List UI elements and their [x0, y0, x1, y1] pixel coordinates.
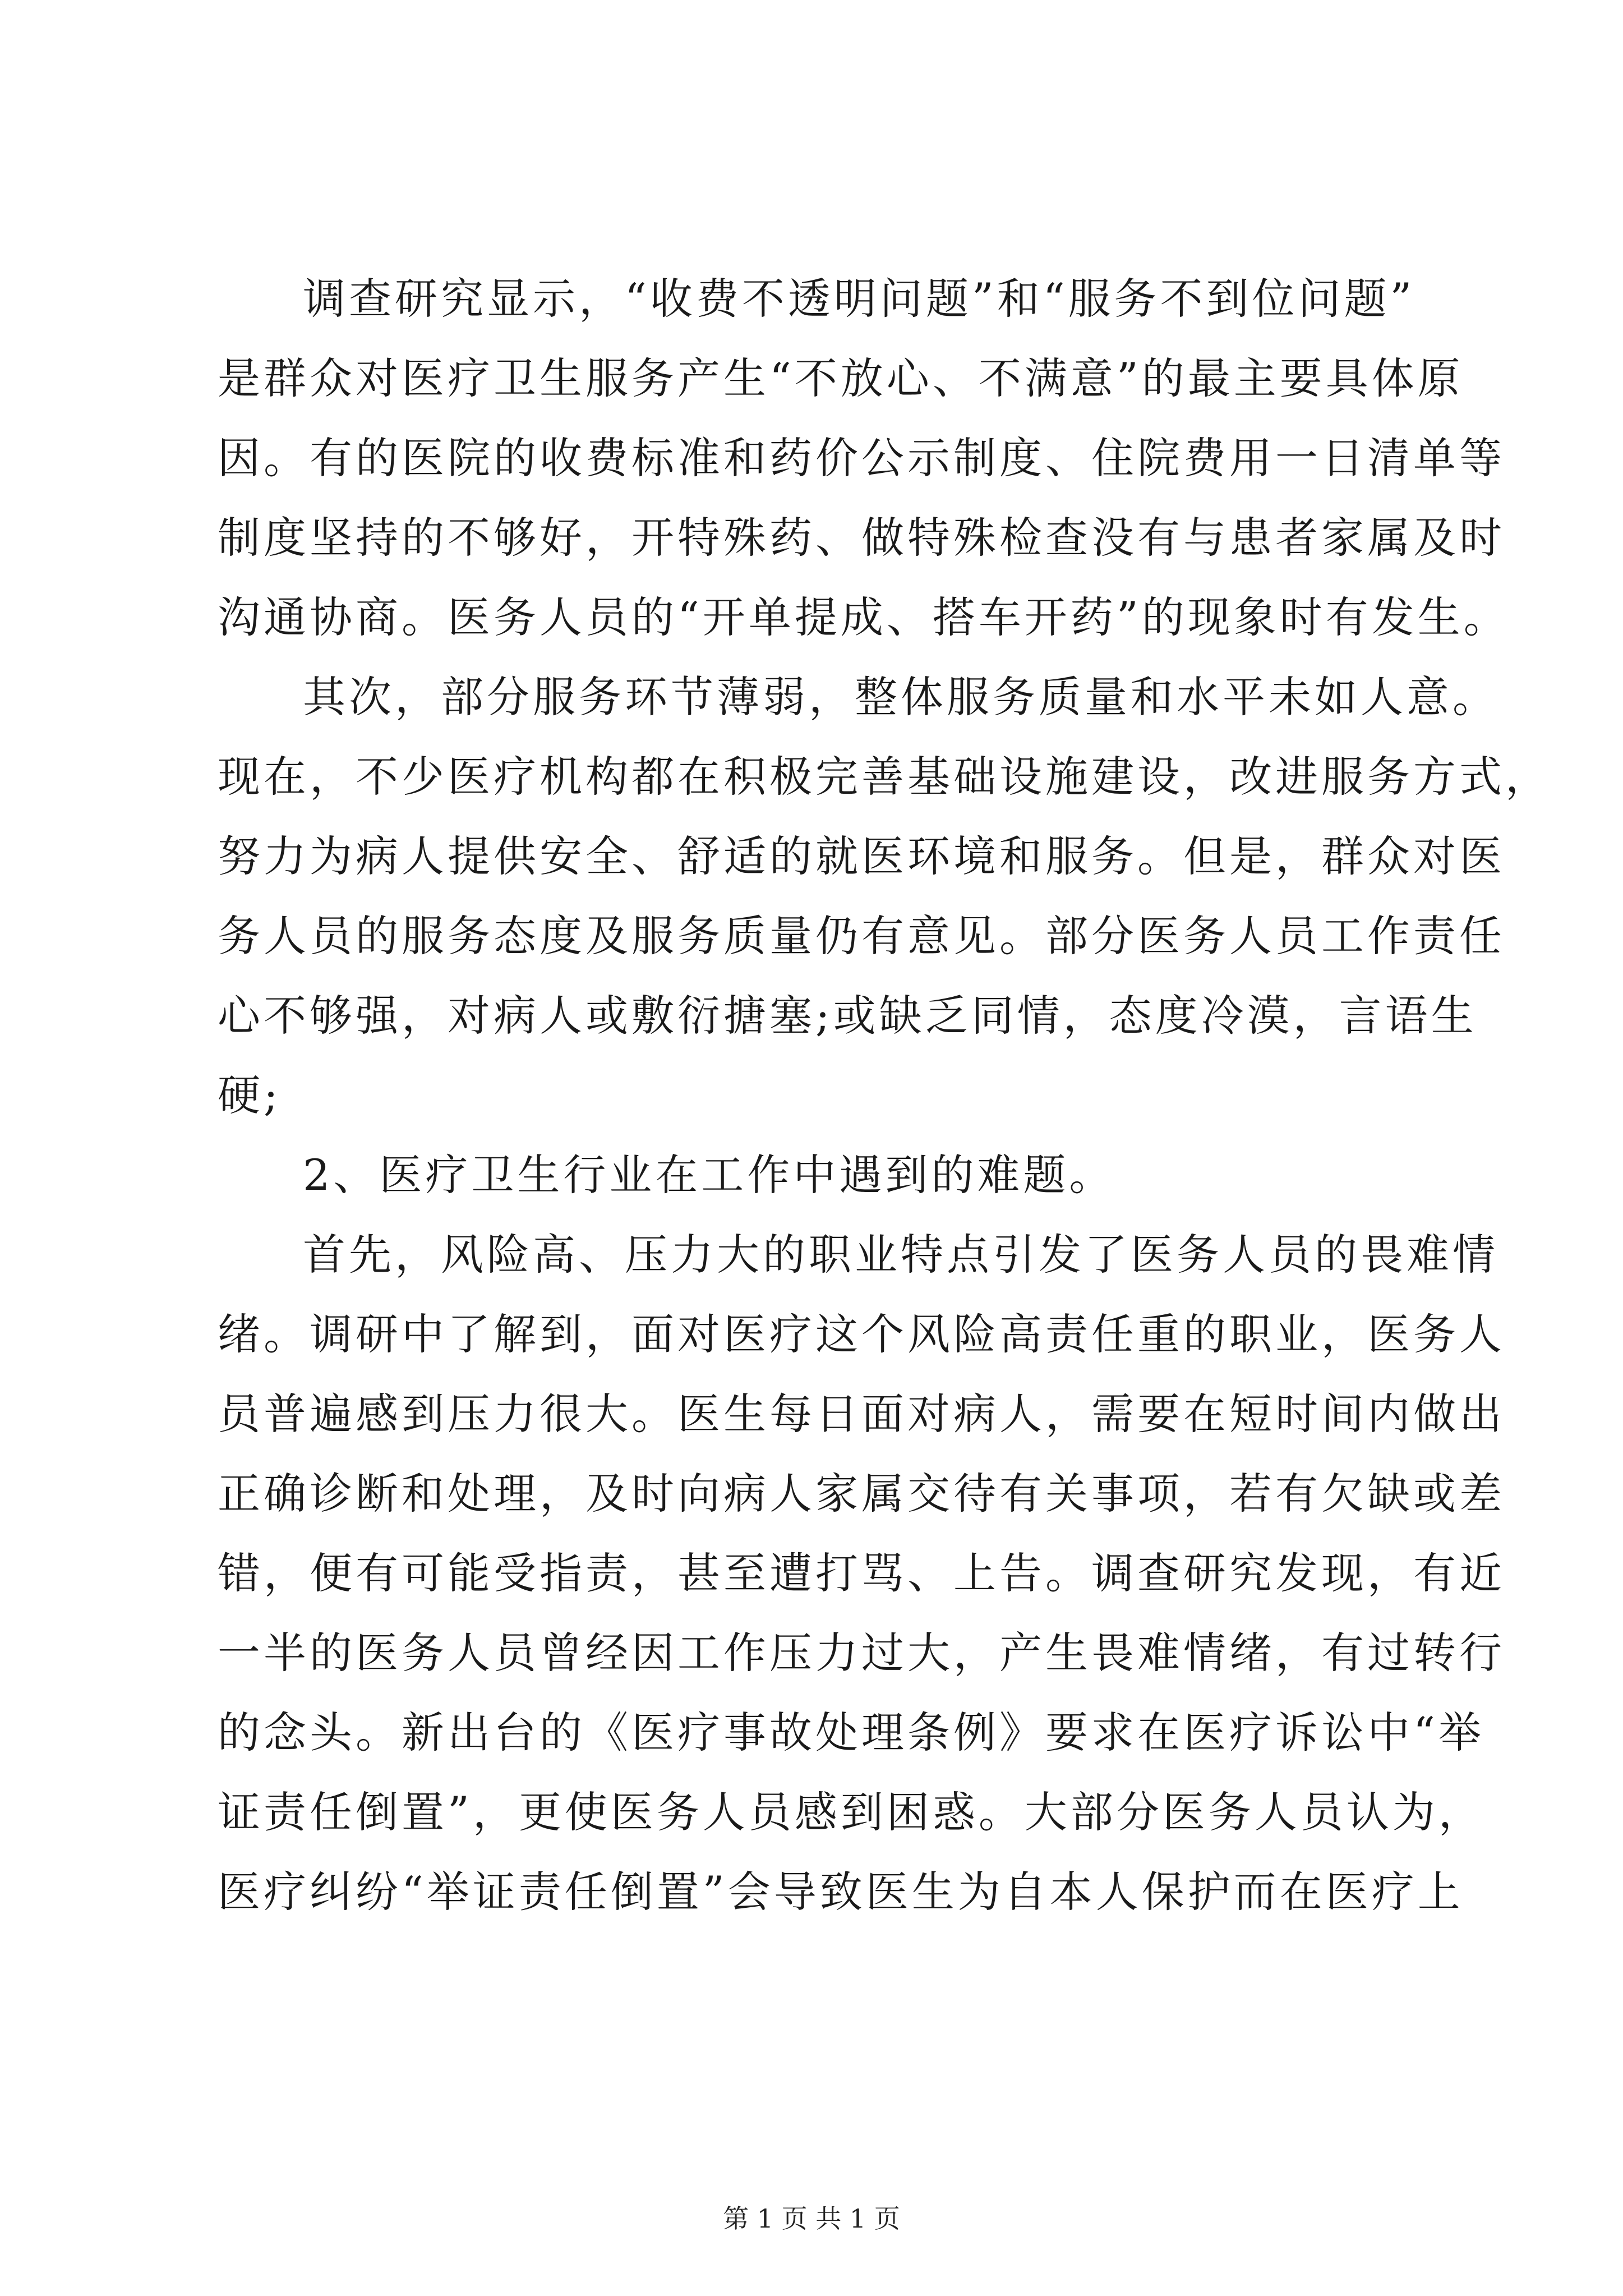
paragraph-line: 现在，不少医疗机构都在积极完善基础设施建设，改进服务方式，	[218, 752, 1551, 802]
paragraph-line: 首先，风险高、压力大的职业特点引发了医务人员的畏难情	[303, 1230, 1498, 1280]
section-heading: 2、医疗卫生行业在工作中遇到的难题。	[303, 1150, 1115, 1200]
paragraph-line: 务人员的服务态度及服务质量仍有意见。部分医务人员工作责任	[218, 911, 1505, 961]
paragraph-line: 沟通协商。医务人员的“开单提成、搭车开药”的现象时有发生。	[218, 592, 1510, 642]
paragraph-line: 的念头。新出台的《医疗事故处理条例》要求在医疗诉讼中“举	[218, 1708, 1484, 1757]
paragraph-line: 正确诊断和处理，及时向病人家属交待有关事项，若有欠缺或差	[218, 1469, 1505, 1519]
paragraph-line: 医疗纠纷“举证责任倒置”会导致医生为自本人保护而在医疗上	[218, 1867, 1464, 1917]
page-number-footer: 第 1 页 共 1 页	[723, 2203, 900, 2234]
paragraph-line: 员普遍感到压力很大。医生每日面对病人，需要在短时间内做出	[218, 1389, 1505, 1439]
paragraph-line: 因。有的医院的收费标准和药价公示制度、住院费用一日清单等	[218, 433, 1505, 483]
paragraph-line: 努力为病人提供安全、舒适的就医环境和服务。但是，群众对医	[218, 831, 1505, 881]
paragraph-line: 调查研究显示，“收费不透明问题”和“服务不到位问题”	[303, 274, 1415, 324]
paragraph-line: 心不够强，对病人或敷衍搪塞;或缺乏同情，态度冷漠，言语生	[218, 991, 1477, 1041]
paragraph-line: 是群众对医疗卫生服务产生“不放心、不满意”的最主要具体原	[218, 353, 1464, 403]
paragraph-line: 绪。调研中了解到，面对医疗这个风险高责任重的职业，医务人	[218, 1309, 1505, 1359]
paragraph-line: 证责任倒置”，更使医务人员感到困惑。大部分医务人员认为，	[218, 1787, 1484, 1837]
paragraph-line: 错，便有可能受指责，甚至遭打骂、上告。调查研究发现，有近	[218, 1548, 1505, 1598]
paragraph-line: 其次，部分服务环节薄弱，整体服务质量和水平未如人意。	[303, 672, 1498, 722]
paragraph-line: 硬;	[218, 1070, 282, 1120]
paragraph-line: 一半的医务人员曾经因工作压力过大，产生畏难情绪，有过转行	[218, 1628, 1505, 1678]
paragraph-line: 制度坚持的不够好，开特殊药、做特殊检查没有与患者家属及时	[218, 513, 1505, 563]
